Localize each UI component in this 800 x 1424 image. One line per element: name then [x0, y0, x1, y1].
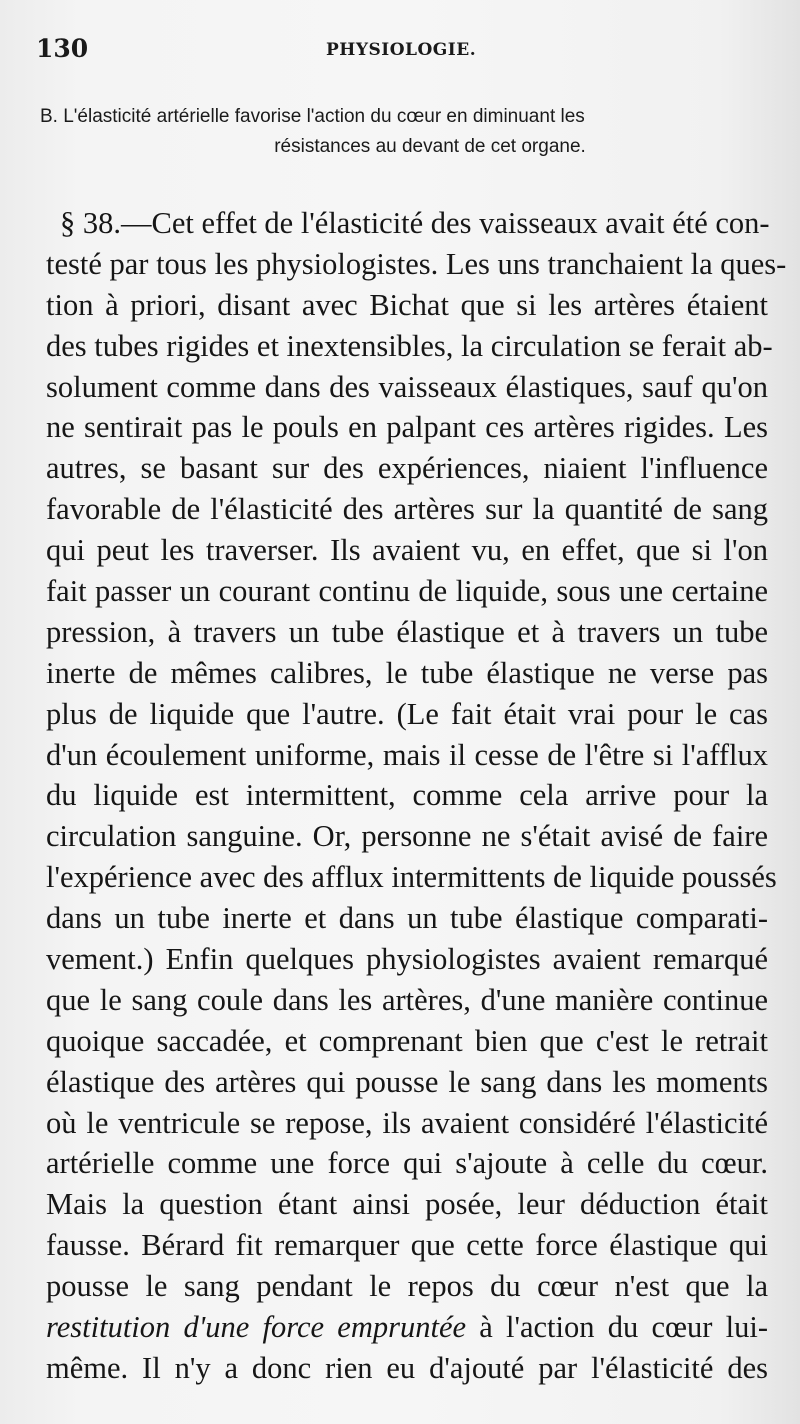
text-line: fait passer un courant continu de liquide, sous une certaine — [46, 574, 768, 609]
text-line-last: même. Il n'y a donc rien eu d'ajouté par l'élasticité des — [46, 1350, 768, 1385]
text-line: élastique des artères qui pousse le sang dans les moments — [46, 1064, 768, 1099]
text-line: quoique saccadée, et comprenant bien que c'est le retrait — [46, 1023, 768, 1058]
text-line: autres, se basant sur des expériences, niaient l'influence — [46, 451, 768, 486]
text-line: inerte de mêmes calibres, le tube élastique ne verse pas — [46, 655, 768, 690]
text-line: Mais la question étant ainsi posée, leur déduction était — [46, 1187, 768, 1222]
page-number: 130 — [36, 34, 89, 63]
text-line: que le sang coule dans les artères, d'une manière continue — [46, 982, 768, 1017]
text-line: l'expérience avec des afflux intermittents de liquide poussés — [46, 860, 777, 895]
summary-line-1: B. L'élasticité artérielle favorise l'action du cœur en diminuant les — [40, 106, 585, 127]
running-title: PHYSIOLOGIE. — [326, 40, 477, 60]
italic-phrase: restitution d'une force empruntée — [46, 1310, 467, 1345]
text-line: dans un tube inerte et dans un tube élastique comparati- — [46, 901, 768, 936]
text-line: vement.) Enfin quelques physiologistes avaient remarqué — [46, 942, 768, 977]
text-line: ne sentirait pas le pouls en palpant ces artères rigides. Les — [46, 410, 768, 445]
text-line: testé par tous les physiologistes. Les uns tranchaient la ques- — [46, 246, 787, 281]
text-line: d'un écoulement uniforme, mais il cesse de l'être si l'afflux — [46, 737, 768, 772]
summary-line-2: résistances au devant de cet organe. — [274, 136, 586, 157]
body-paragraph — [46, 203, 787, 1389]
text-line: pression, à travers un tube élastique et à travers un tube — [46, 614, 768, 649]
text-line-rest: à l'action du cœur lui- — [466, 1310, 768, 1345]
text-line: des tubes rigides et inextensibles, la circulation se ferait ab- — [46, 328, 773, 363]
text-line: du liquide est intermittent, comme cela arrive pour la — [46, 778, 768, 813]
text-line: artérielle comme une force qui s'ajoute à celle du cœur. — [46, 1146, 768, 1181]
text-line: fausse. Bérard fit remarquer que cette force élastique qui — [46, 1228, 768, 1263]
text-line: plus de liquide que l'autre. (Le fait était vrai pour le cas — [46, 696, 768, 731]
text-line: où le ventricule se repose, ils avaient considéré l'élasticité — [46, 1105, 768, 1140]
text-line: solument comme dans des vaisseaux élastiques, sauf qu'on — [46, 369, 768, 404]
text-line: circulation sanguine. Or, personne ne s'était avisé de faire — [46, 819, 768, 854]
text-line-italic — [46, 1307, 768, 1348]
text-line: tion à priori, disant avec Bichat que si les artères étaient — [46, 287, 768, 322]
text-line: § 38.—Cet effet de l'élasticité des vaisseaux avait été con- — [60, 206, 770, 240]
section-summary — [40, 102, 760, 162]
page-header — [36, 34, 764, 70]
text-line: favorable de l'élasticité des artères sur la quantité de sang — [46, 492, 768, 527]
text-line: pousse le sang pendant le repos du cœur n'est que la — [46, 1269, 768, 1304]
text-line: qui peut les traverser. Ils avaient vu, en effet, que si l'on — [46, 533, 768, 568]
